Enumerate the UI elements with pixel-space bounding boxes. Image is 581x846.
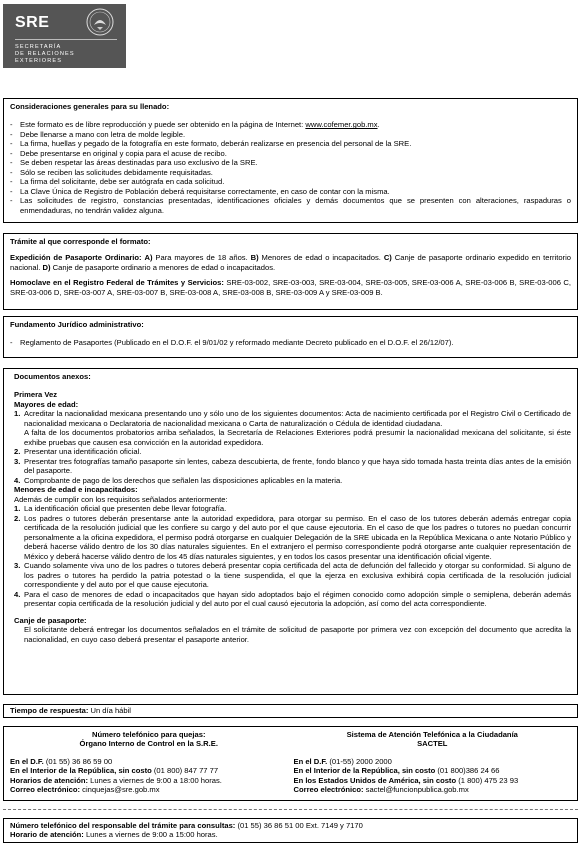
section-title: Fundamento Jurídico administrativo:	[10, 320, 144, 329]
quejas-left-line	[10, 766, 288, 775]
option-d-label: D)	[42, 262, 51, 272]
option-c-text: Canje de pasaporte ordinario expedido en territorio nacional.	[10, 253, 571, 272]
line-label: En los Estados Unidos de América, sin costo	[293, 775, 457, 785]
item-number: 1.	[14, 504, 21, 514]
section-title: Consideraciones generales para su llenado:	[10, 102, 170, 111]
list-item	[14, 504, 571, 513]
responsable-section	[3, 818, 578, 843]
item-text: A falta de los documentos probatorios arriba señalados, la Secretaría de Relaciones Exteriores podrá presumir la nacionalidad mexicana del solicitante, si éste exhibe pruebas que causen esa convicción en la autoridad expedidora.	[24, 428, 571, 447]
quejas-right-line	[294, 766, 572, 775]
quejas-columns	[10, 730, 571, 795]
list-item: - Reglamento de Pasaportes (Publicado en el D.O.F. el 9/01/02 y reformado mediante Decreto publicado en el D.O.F. el 26/12/07).	[10, 338, 571, 347]
list-item: - Sólo se reciben las solicitudes debidamente requisitadas.	[10, 168, 571, 177]
line-label: Horarios de atención:	[10, 775, 89, 785]
item-text: La identificación oficial que presenten debe llevar fotografía.	[24, 504, 227, 514]
quejas-left-title: Número telefónico para quejas:	[91, 730, 206, 739]
option-a-text: Para mayores de 18 años.	[152, 253, 251, 263]
list-item	[14, 561, 571, 589]
list-item	[14, 457, 571, 476]
quejas-left	[10, 730, 288, 795]
list-item: - Debe llenarse a mano con letra de molde legible.	[10, 130, 571, 139]
cofemer-link[interactable]: www.cofemer.gob.mx	[305, 120, 378, 130]
item-number: 4.	[14, 589, 21, 599]
option-a-label: A)	[144, 253, 153, 263]
logo-subtitle-line: DE RELACIONES	[15, 51, 75, 58]
item-number: 2.	[14, 447, 21, 457]
item-text: .	[377, 120, 380, 130]
item-text: Presentar tres fotografías tamaño pasaporte sin lentes, cabeza descubierta, de frente, fondo blanco y que haya sido tomada hasta treinta días antes de la emisión del pasaporte.	[24, 456, 571, 476]
mayores-heading: Mayores de edad:	[14, 399, 79, 409]
list-item: - Se deben respetar las áreas destinadas para uso exclusivo de la SRE.	[10, 158, 571, 167]
item-number: 2.	[14, 513, 21, 523]
consideraciones-list	[10, 120, 571, 215]
canje-heading: Canje de pasaporte:	[14, 615, 87, 625]
tramite-expedicion	[10, 253, 571, 272]
line-value: Lunes a viernes de 9:00 a 15:00 horas.	[83, 830, 218, 840]
tramite-homoclave	[10, 278, 571, 297]
item-text: Este formato es de libre reproducción y puede ser obtenido en la página de Internet:	[20, 120, 306, 130]
list-item: - La firma del solicitante, debe ser autógrafa en cada solicitud.	[10, 177, 571, 186]
list-item	[14, 447, 571, 456]
quejas-right-line	[294, 776, 572, 785]
primera-vez-heading: Primera Vez	[14, 390, 58, 400]
line-label: En el Interior de la República, sin costo	[293, 766, 436, 776]
line-label: En el Interior de la República, sin costo	[10, 766, 152, 776]
sre-logo	[3, 4, 126, 68]
item-text: Los padres o tutores deberán presentarse ante la autoridad expedidora, para otorgar su permiso. En el caso de los tutores deberán además entregar copia certificada de la resolución judicial que les confiere su cargo y del auto por el que cause ejecutoria. En el caso de que los padres o tutores no puedan concurrir personalmente a la oficina expedidora, el permiso podrá otorgarse en cualquier Delegación de la SRE ubicada en la República Mexicana o ante Notario Público y deberá hacerse válido dentro de los 30 días naturales siguientes. En el extranjero el permiso correspondiente podrá otorgarse ante cualquier representación de México y deberá hacerse válido dentro de los 45 días naturales siguientes, y en todos los casos presentar una identificación oficial vigente.	[24, 513, 571, 561]
quejas-right-subtitle: SACTEL	[417, 739, 448, 749]
section-title: Trámite al que corresponde el formato:	[10, 237, 151, 246]
dashed-divider	[3, 809, 578, 810]
option-d-text: Canje de pasaporte ordinario a menores de edad o incapacitados.	[50, 262, 276, 272]
quejas-right-title: Sistema de Atención Telefónica a la Ciudadanía	[346, 730, 518, 739]
expedicion-label: Expedición de Pasaporte Ordinario:	[10, 253, 142, 263]
item-number: 3.	[14, 456, 21, 466]
logo-subtitle-line: EXTERIORES	[15, 58, 63, 65]
responsable-line	[10, 821, 571, 830]
quejas-section	[3, 726, 578, 801]
line-label: En el D.F.	[293, 756, 328, 766]
menores-list	[14, 504, 571, 608]
list-item: - La Clave Única de Registro de Población deberá requisitarse correctamente, en caso de contar con la misma.	[10, 187, 571, 196]
quejas-left-subtitle: Órgano Interno de Control en la S.R.E.	[79, 739, 218, 749]
list-item: - La firma, huellas y pegado de la fotografía en este formato, deberán realizarse en presencia del personal de la SRE.	[10, 139, 571, 148]
line-value: (01 55) 36 86 59 00	[43, 756, 113, 766]
menores-intro: Además de cumplir con los requisitos señalados anteriormente:	[14, 494, 228, 504]
tiempo-section	[3, 704, 578, 718]
list-item	[14, 476, 571, 485]
logo-subtitle-line: SECRETARÍA	[15, 44, 62, 50]
quejas-left-line	[10, 757, 288, 766]
item-text: Cuando solamente viva uno de los padres o tutores deberá presentar copia certificada del acta de defunción del fallecido y otorgar su conformidad. Si alguno de los padres o tutores ha perdido la patria potestad o la tiene suspendida, el que la ejerza en exclusiva exhibirá copia certificada de la resolución judicial correspondiente y del auto por el que cause ejecutoria.	[24, 561, 571, 590]
quejas-right-line	[294, 757, 572, 766]
quejas-left-line	[10, 776, 288, 785]
line-value: (01 800)386 24 66	[435, 766, 500, 776]
line-label: Correo electrónico:	[10, 785, 81, 795]
line-value: (01 55) 36 86 51 00 Ext. 7149 y 7170	[235, 821, 363, 830]
list-item	[14, 409, 571, 447]
line-value: (01-55) 2000 2000	[327, 756, 392, 766]
tiempo-value: Un día hábil	[88, 706, 131, 715]
list-item	[14, 514, 571, 561]
option-c-label: C)	[383, 253, 392, 263]
item-text: Acreditar la nacionalidad mexicana presentando uno y sólo uno de los siguientes documentos: Acta de nacimiento certificada por el Registro Civil o Certificado de nacionalidad mexicana o Declaratoria de nacionalidad mexicana o Carta de naturalización o Cédula de identidad ciudadana.	[24, 409, 571, 428]
menores-heading: Menores de edad e incapacitados:	[14, 485, 138, 495]
responsable-line	[10, 830, 571, 839]
item-text: Para el caso de menores de edad o incapacitados que hayan sido adoptados bajo el régimen conocido como adopción simple o semiplena, deberán además presentar copia certificada de la resolución judicial y del auto por el cual causó ejecutoria la adopción, así como del acta correspondiente.	[24, 589, 571, 609]
list-item	[10, 120, 571, 129]
line-label: En el D.F.	[10, 756, 44, 766]
line-label: Horario de atención:	[10, 830, 84, 840]
line-value: (01 800) 847 77 77	[151, 766, 219, 776]
logo-divider	[15, 39, 117, 40]
homoclave-text: SRE-03-002, SRE-03-003, SRE-03-004, SRE-03-005, SRE-03-006 A, SRE-03-006 B, SRE-03-006 C, SRE-03-006 D, SRE-03-007 A, SRE-03-007 B, SRE-03-008 A, SRE-03-008 B, SRE-03-009 A y SRE-03-009 B.	[10, 278, 572, 297]
option-b-label: B)	[250, 253, 259, 263]
item-text: Presentar una identificación oficial.	[24, 447, 142, 457]
line-value: Lunes a viernes de 9:00 a 18:00 horas.	[88, 775, 222, 785]
list-item: - Debe presentarse en original y copia para el acuse de recibo.	[10, 149, 571, 158]
item-number: 3.	[14, 561, 21, 571]
line-value: (1 800) 475 23 93	[456, 775, 519, 785]
line-label: Correo electrónico:	[293, 785, 364, 795]
item-text: Comprobante de pago de los derechos que señalen las disposiciones aplicables en la materia.	[24, 475, 343, 485]
item-number: 1.	[14, 409, 21, 419]
option-b-text: Menores de edad o incapacitados.	[258, 253, 384, 263]
canje-text: El solicitante deberá entregar los documentos señalados en el trámite de solicitud de pasaporte por primera vez con excepción del documento que acredita la nacionalidad, en cuyo caso deberá presentar el pasaporte anterior.	[24, 625, 571, 644]
consideraciones-section	[3, 98, 578, 223]
documentos-section	[3, 368, 578, 695]
list-item	[14, 590, 571, 609]
quejas-right	[288, 730, 572, 795]
section-title: Documentos anexos:	[14, 372, 91, 381]
line-value: sactel@funcionpublica.gob.mx	[363, 785, 469, 795]
list-item: - Las solicitudes de registro, constancias presentadas, identificaciones oficiales y demás documentos que se presenten con alteraciones, raspaduras o enmendaduras, no tendrán validez alguna.	[10, 196, 571, 215]
line-label: Número telefónico del responsable del trámite para consultas:	[10, 821, 236, 830]
homoclave-label: Homoclave en el Registro Federal de Trámites y Servicios:	[10, 278, 224, 288]
line-value: cinquejas@sre.gob.mx	[80, 785, 160, 795]
quejas-left-line	[10, 785, 288, 794]
logo-text: SRE	[15, 14, 50, 31]
tramite-section	[3, 233, 578, 310]
mayores-list	[14, 409, 571, 485]
item-number: 4.	[14, 475, 21, 485]
coat-of-arms-icon	[85, 7, 115, 37]
quejas-right-line	[294, 785, 572, 794]
fundamento-section	[3, 316, 578, 358]
fundamento-list	[10, 338, 571, 347]
tiempo-label: Tiempo de respuesta:	[10, 706, 89, 715]
logo-subtitle	[15, 44, 75, 66]
